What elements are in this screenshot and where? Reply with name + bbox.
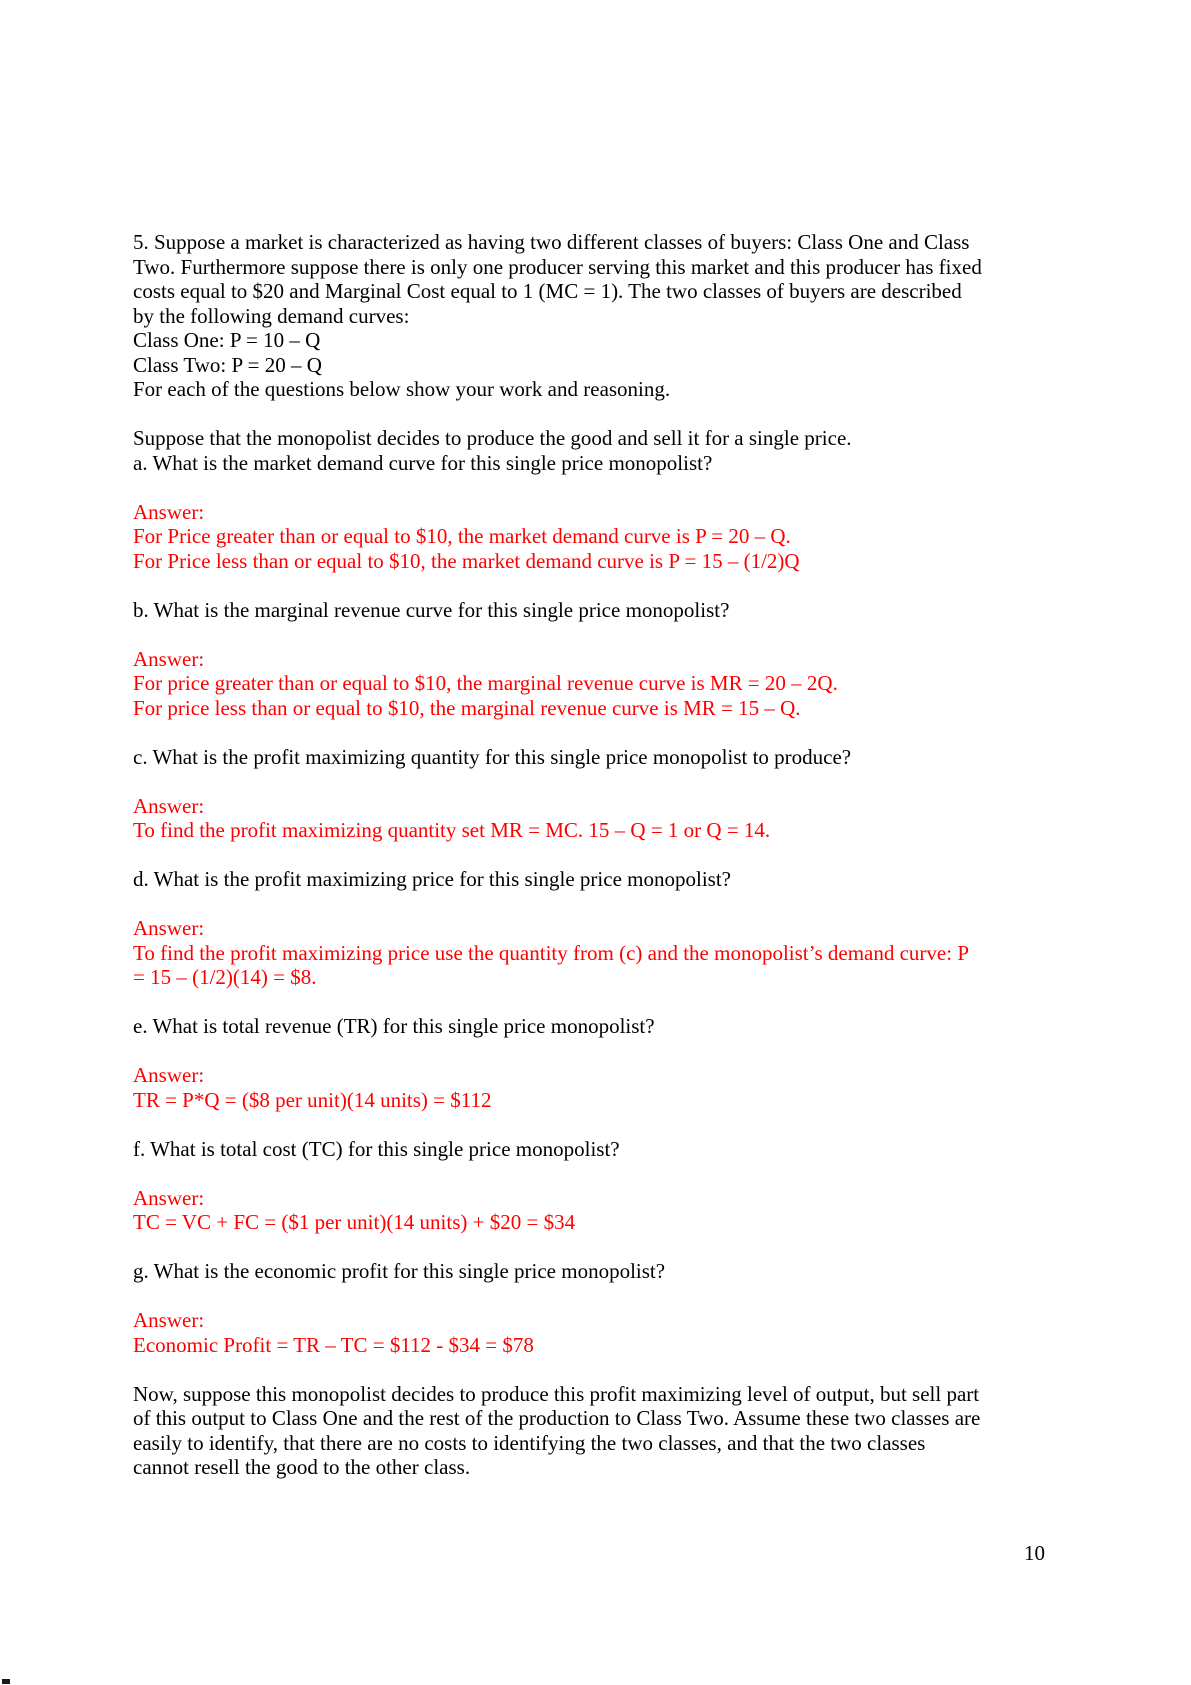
- question-c: c. What is the profit maximizing quantity for this single price monopolist to produce?: [133, 744, 852, 769]
- single-price-scenario: Suppose that the monopolist decides to produce the good and sell it for a single price.: [133, 426, 852, 450]
- question-b-block: [133, 598, 983, 623]
- demand-curve-class-two: Class Two: P = 20 – Q: [133, 352, 322, 377]
- closing-paragraph-block: [133, 1382, 983, 1480]
- answer-g-block: [133, 1308, 983, 1357]
- question-a-block: [133, 426, 983, 475]
- answer-b-label: Answer:: [133, 646, 205, 671]
- question-c-block: [133, 745, 983, 770]
- problem-intro-block: [133, 230, 983, 402]
- page-number: 10: [1024, 1541, 1045, 1565]
- question-a: a. What is the market demand curve for this single price monopolist?: [133, 450, 713, 475]
- stray-dot-mark: [2, 1679, 10, 1684]
- question-f-block: [133, 1137, 983, 1162]
- answer-a-line-2: For Price less than or equal to $10, the market demand curve is P = 15 – (1/2)Q: [133, 548, 800, 573]
- answer-f-line-1: TC = VC + FC = ($1 per unit)(14 units) + $20 = $34: [133, 1210, 576, 1234]
- answer-c-line-1: To find the profit maximizing quantity set MR = MC. 15 – Q = 1 or Q = 14.: [133, 818, 771, 842]
- answer-g-label: Answer:: [133, 1308, 205, 1332]
- answer-a-label: Answer:: [133, 499, 205, 524]
- answer-a-block: [133, 500, 983, 574]
- answer-f-block: [133, 1186, 983, 1235]
- question-d: d. What is the profit maximizing price for this single price monopolist?: [133, 867, 731, 891]
- question-e-block: [133, 1014, 983, 1039]
- answer-d-block: [133, 916, 983, 990]
- answer-e-block: [133, 1063, 983, 1112]
- question-b: b. What is the marginal revenue curve for this single price monopolist?: [133, 597, 730, 622]
- question-d-block: [133, 867, 983, 892]
- answer-d-label: Answer:: [133, 916, 205, 940]
- problem-statement: 5. Suppose a market is characterized as having two different classes of buyers: Class One and Class Two. Furthermore suppose there is only one producer serving this market and this producer has fixed costs equal to $20 and Marginal Cost equal to 1 (MC = 1). The two classes of buyers are described by the following demand curves:: [133, 230, 982, 328]
- answer-f-label: Answer:: [133, 1185, 205, 1210]
- work-instruction: For each of the questions below show your work and reasoning.: [133, 377, 671, 401]
- answer-e-line-1: TR = P*Q = ($8 per unit)(14 units) = $112: [133, 1087, 492, 1112]
- answer-e-label: Answer:: [133, 1063, 205, 1087]
- answer-g-line-1: Economic Profit = TR – TC = $112 - $34 = $78: [133, 1332, 534, 1357]
- answer-b-block: [133, 647, 983, 721]
- answer-b-line-1: For price greater than or equal to $10, the marginal revenue curve is MR = 20 – 2Q.: [133, 671, 838, 695]
- answer-d-line-1: To find the profit maximizing price use the quantity from (c) and the monopolist’s demand curve: P = 15 – (1/2)(14) = $8.: [133, 940, 969, 989]
- closing-paragraph: Now, suppose this monopolist decides to produce this profit maximizing level of output, but sell part of this output to Class One and the rest of the production to Class Two. Assume these two classes are easily to identify, that there are no costs to identifying the two classes, and that the two classes cannot resell the good to the other class.: [133, 1381, 981, 1479]
- question-e: e. What is total revenue (TR) for this single price monopolist?: [133, 1014, 655, 1038]
- question-f: f. What is total cost (TC) for this single price monopolist?: [133, 1136, 620, 1161]
- answer-c-block: [133, 794, 983, 843]
- question-g: g. What is the economic profit for this single price monopolist?: [133, 1259, 666, 1283]
- answer-b-line-2: For price less than or equal to $10, the marginal revenue curve is MR = 15 – Q.: [133, 695, 801, 720]
- document-content: [133, 230, 983, 1504]
- answer-c-label: Answer:: [133, 793, 205, 818]
- answer-a-line-1: For Price greater than or equal to $10, the market demand curve is P = 20 – Q.: [133, 524, 791, 548]
- demand-curve-class-one: Class One: P = 10 – Q: [133, 328, 321, 352]
- question-g-block: [133, 1259, 983, 1284]
